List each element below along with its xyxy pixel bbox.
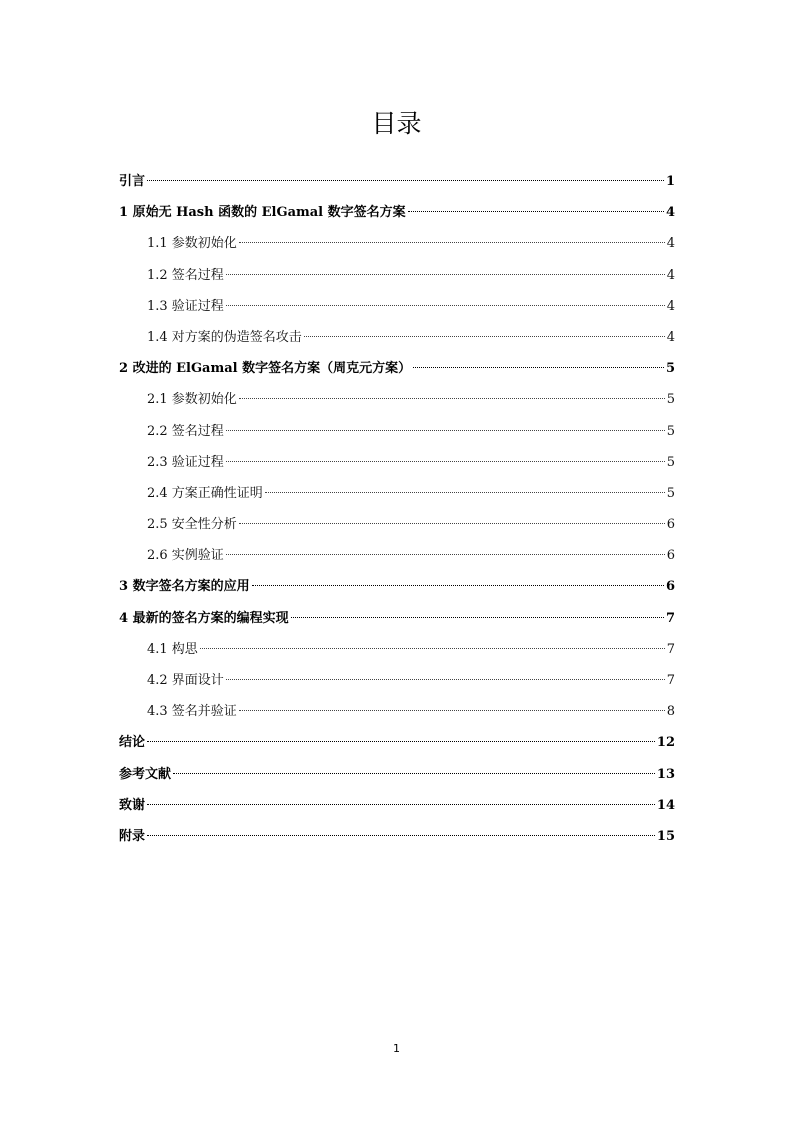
toc-section-entry[interactable] xyxy=(119,447,675,478)
toc-chapter-entry[interactable] xyxy=(119,790,675,821)
dot-leader xyxy=(408,211,664,212)
dot-leader xyxy=(147,804,655,805)
toc-section-entry[interactable] xyxy=(119,416,675,447)
page-title: 目录 xyxy=(371,109,422,138)
dot-leader xyxy=(239,242,665,243)
dot-leader xyxy=(252,585,664,586)
toc-entry-page: 6 xyxy=(666,548,675,564)
toc-entry-page: 4 xyxy=(665,205,675,221)
toc-section-entry[interactable] xyxy=(119,291,675,322)
dot-leader xyxy=(200,648,665,649)
toc-entry-label: 1.2 签名过程 xyxy=(147,267,224,283)
dot-leader xyxy=(147,180,664,181)
toc-entry-page: 7 xyxy=(666,641,675,657)
dot-leader xyxy=(239,523,665,524)
dot-leader xyxy=(226,430,665,431)
dot-leader xyxy=(413,367,664,368)
dot-leader xyxy=(226,274,665,275)
dot-leader xyxy=(226,305,665,306)
toc-entry-label: 引言 xyxy=(119,174,146,189)
toc-entry-label: 2.6 实例验证 xyxy=(147,548,224,564)
toc-chapter-entry[interactable] xyxy=(119,821,675,852)
table-of-contents xyxy=(119,166,675,852)
toc-entry-label: 4 最新的签名方案的编程实现 xyxy=(119,610,289,626)
dot-leader xyxy=(239,710,665,711)
toc-chapter-entry[interactable] xyxy=(119,353,675,384)
toc-entry-label: 2.2 签名过程 xyxy=(147,423,224,439)
toc-chapter-entry[interactable] xyxy=(119,727,675,758)
toc-chapter-entry[interactable] xyxy=(119,759,675,790)
toc-entry-label: 附录 xyxy=(119,828,146,844)
toc-section-entry[interactable] xyxy=(119,228,675,259)
toc-entry-label: 4.3 签名并验证 xyxy=(147,704,237,720)
toc-section-entry[interactable] xyxy=(119,665,675,696)
toc-section-entry[interactable] xyxy=(119,478,675,509)
toc-entry-label: 4.1 构思 xyxy=(147,641,198,657)
toc-entry-page: 4 xyxy=(666,329,675,345)
dot-leader xyxy=(304,336,665,337)
toc-section-entry[interactable] xyxy=(119,509,675,540)
toc-entry-label: 2.4 方案正确性证明 xyxy=(147,485,263,501)
toc-entry-label: 1.4 对方案的伪造签名攻击 xyxy=(147,329,302,345)
toc-entry-label: 结论 xyxy=(119,735,146,751)
toc-entry-label: 1 原始无 Hash 函数的 ElGamal 数字签名方案 xyxy=(119,205,406,221)
toc-section-entry[interactable] xyxy=(119,540,675,571)
toc-entry-label: 2 改进的 ElGamal 数字签名方案（周克元方案） xyxy=(119,361,412,377)
page-number: 1 xyxy=(393,1042,400,1055)
toc-entry-label: 4.2 界面设计 xyxy=(147,673,224,688)
toc-entry-page: 15 xyxy=(656,828,675,844)
toc-entry-page: 7 xyxy=(666,673,675,688)
toc-entry-label: 2.3 验证过程 xyxy=(147,454,224,470)
dot-leader xyxy=(147,835,655,836)
toc-entry-page: 14 xyxy=(656,797,675,813)
toc-entry-label: 致谢 xyxy=(119,797,146,813)
dot-leader xyxy=(239,398,665,399)
toc-entry-label: 参考文献 xyxy=(119,766,172,782)
toc-entry-page: 1 xyxy=(665,174,675,189)
toc-entry-page: 4 xyxy=(666,236,675,252)
dot-leader xyxy=(226,554,665,555)
dot-leader xyxy=(226,461,665,462)
toc-entry-page: 5 xyxy=(666,454,675,470)
dot-leader xyxy=(265,492,665,493)
toc-entry-page: 5 xyxy=(665,361,675,377)
toc-entry-page: 7 xyxy=(665,610,675,626)
toc-entry-page: 12 xyxy=(656,735,675,751)
toc-entry-label: 2.1 参数初始化 xyxy=(147,392,237,408)
toc-section-entry[interactable] xyxy=(119,322,675,353)
toc-entry-page: 4 xyxy=(666,267,675,283)
toc-entry-label: 1.1 参数初始化 xyxy=(147,236,237,252)
toc-chapter-entry[interactable] xyxy=(119,166,675,197)
toc-entry-page: 5 xyxy=(666,392,675,408)
toc-entry-page: 6 xyxy=(666,517,675,533)
toc-entry-label: 1.3 验证过程 xyxy=(147,298,224,314)
toc-chapter-entry[interactable] xyxy=(119,603,675,634)
dot-leader xyxy=(226,679,665,680)
toc-entry-page: 4 xyxy=(666,298,675,314)
toc-section-entry[interactable] xyxy=(119,634,675,665)
toc-entry-label: 3 数字签名方案的应用 xyxy=(119,579,250,595)
dot-leader xyxy=(291,617,664,618)
toc-section-entry[interactable] xyxy=(119,384,675,415)
toc-entry-page: 8 xyxy=(666,704,675,720)
dot-leader xyxy=(173,773,655,774)
toc-entry-page: 5 xyxy=(666,485,675,501)
toc-entry-label: 2.5 安全性分析 xyxy=(147,517,237,533)
dot-leader xyxy=(147,741,655,742)
toc-chapter-entry[interactable] xyxy=(119,197,675,228)
toc-section-entry[interactable] xyxy=(119,696,675,727)
toc-chapter-entry[interactable] xyxy=(119,571,675,602)
toc-entry-page: 5 xyxy=(666,423,675,439)
toc-entry-page: 13 xyxy=(656,766,675,782)
toc-section-entry[interactable] xyxy=(119,260,675,291)
toc-entry-page: 6 xyxy=(665,579,675,595)
